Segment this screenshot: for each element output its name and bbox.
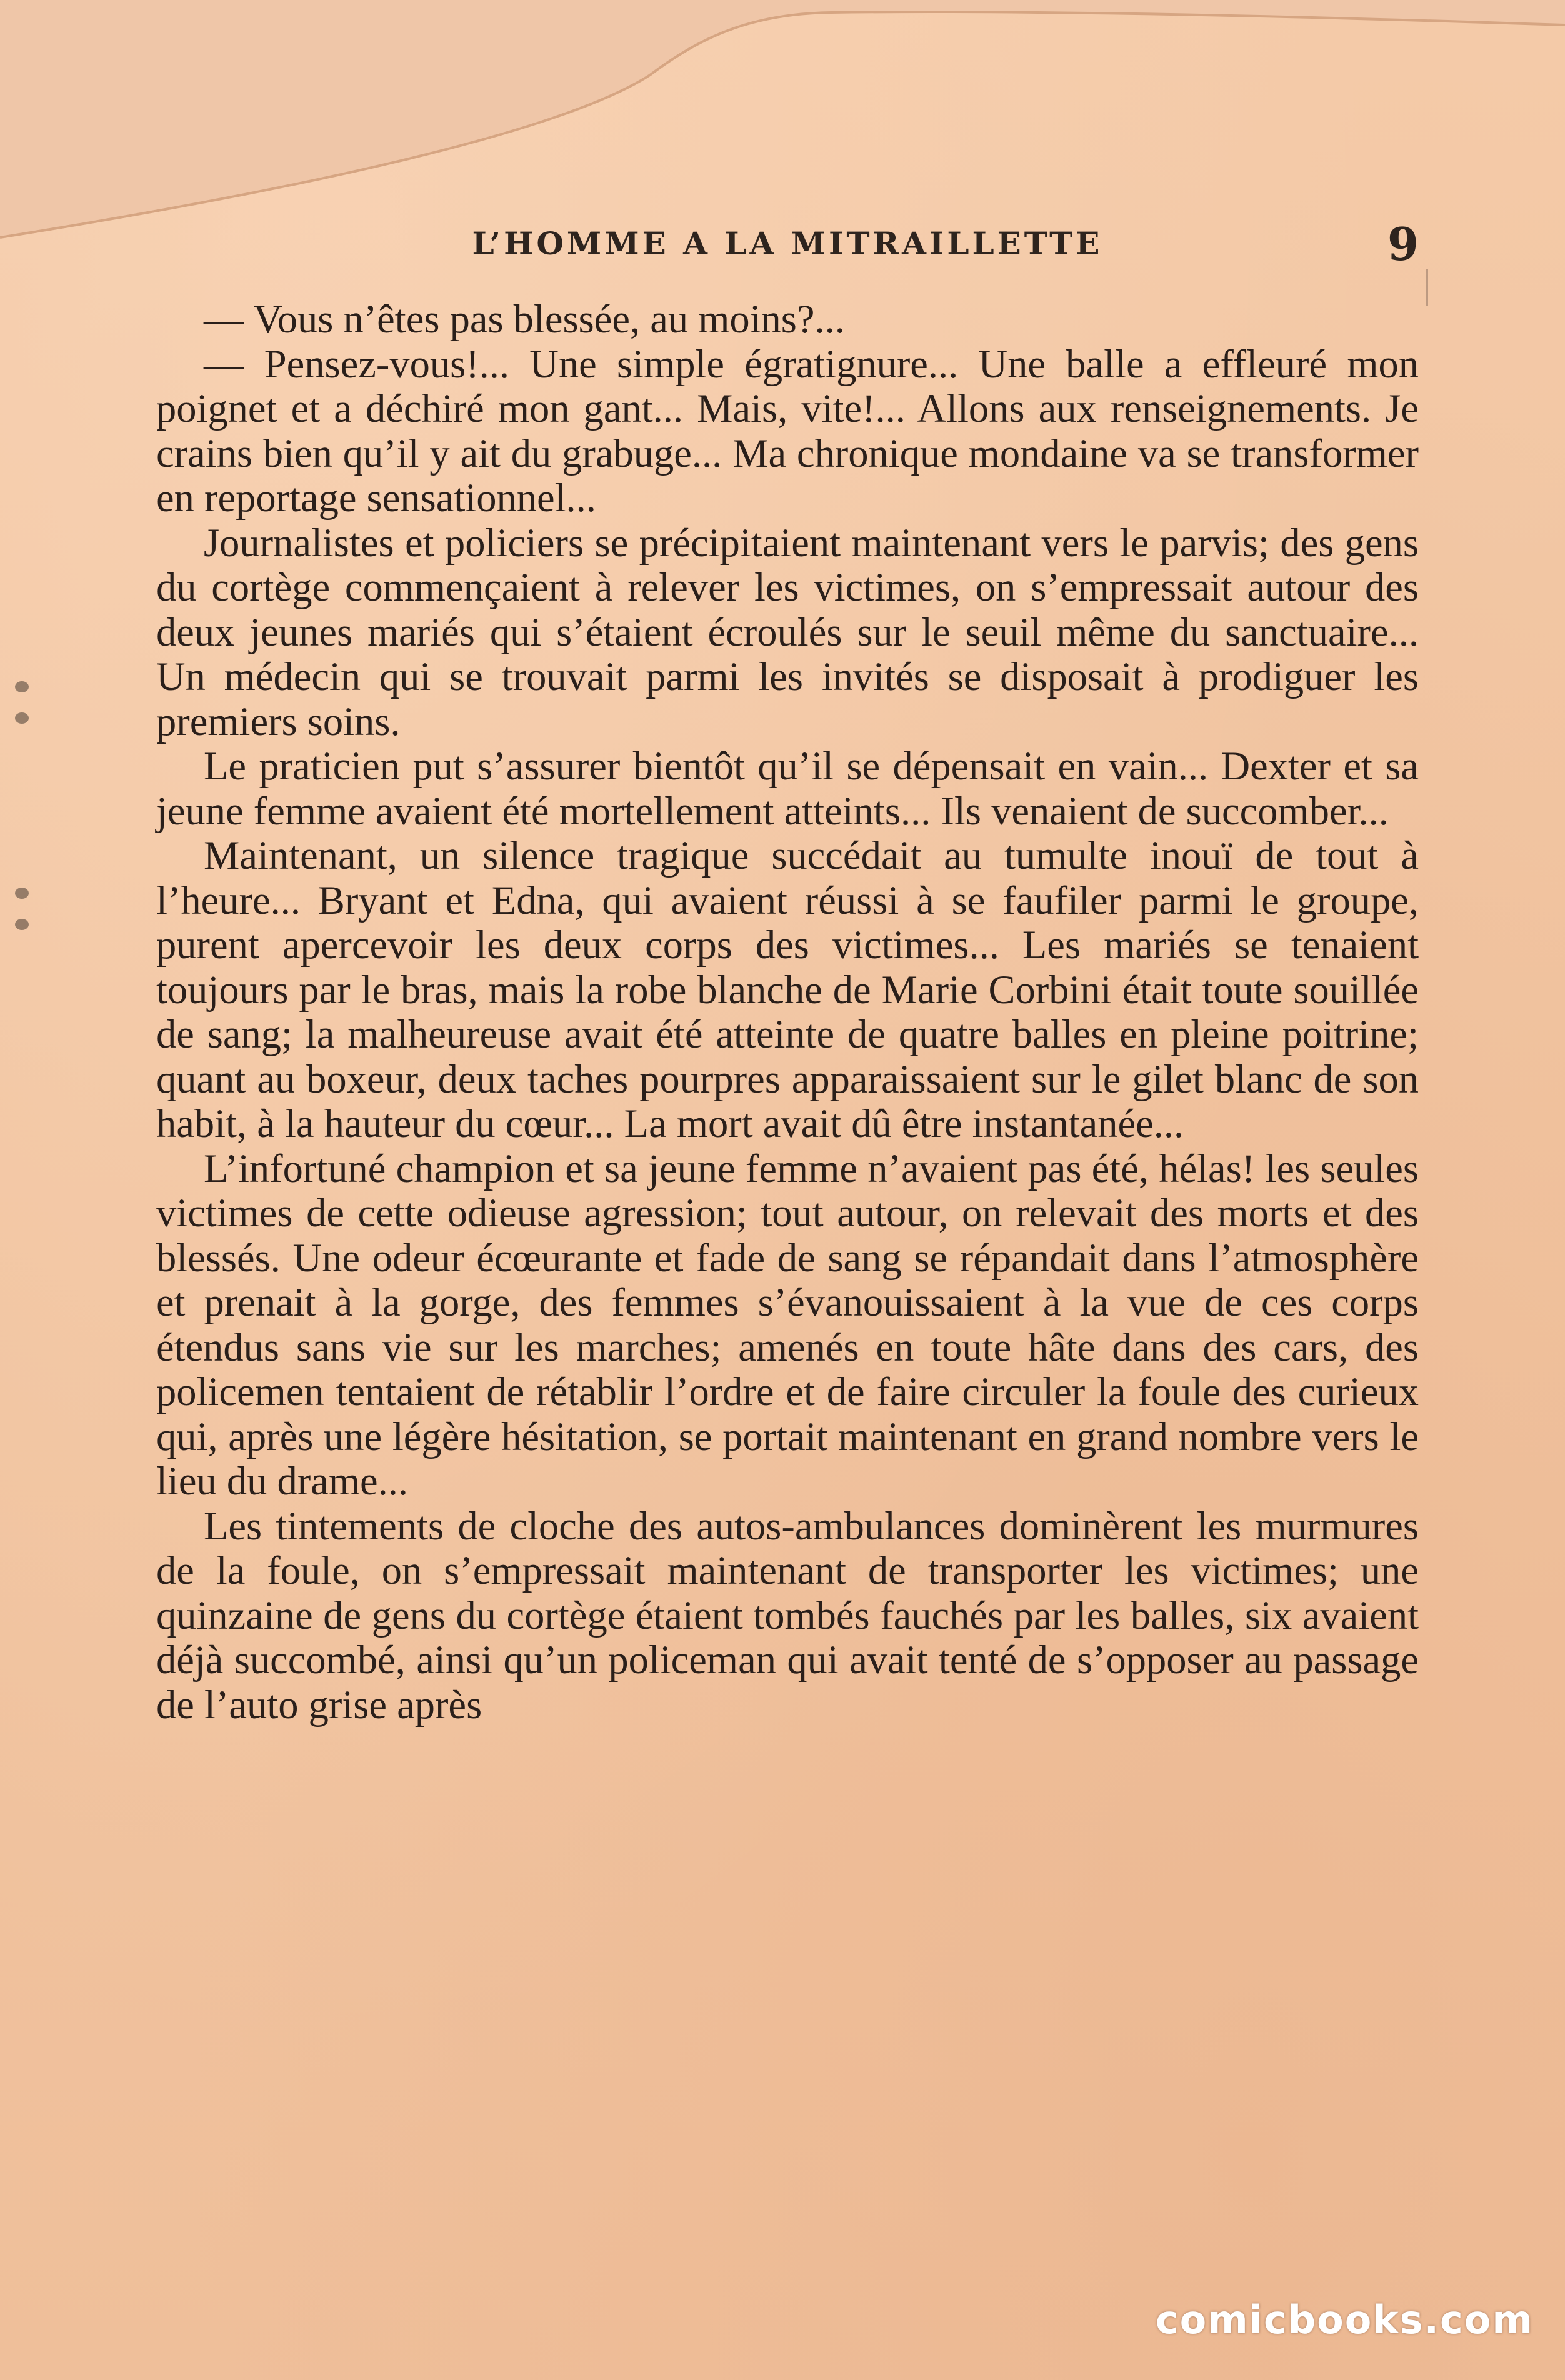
paragraph: — Pensez-vous!... Une simple égratignure... Une balle a effleuré mon poignet et a déchiré mon gant... Mais, vite!... Allons aux renseignements. Je crains bien qu’il y ait du grabuge... Ma chronique mondaine va se transformer en reportage sensationnel...: [156, 341, 1419, 520]
paragraph: Le praticien put s’assurer bientôt qu’il se dépensait en vain... Dexter et sa jeune femme avaient été mortellement atteints... Ils venaient de succomber...: [156, 744, 1419, 833]
paragraph: — Vous n’êtes pas blessée, au moins?...: [204, 297, 845, 341]
margin-speck: [15, 888, 29, 899]
body-text: [156, 297, 1419, 1727]
stain-mark: [1426, 269, 1428, 306]
margin-speck: [15, 919, 29, 930]
paragraph: Journalistes et policiers se précipitaient maintenant vers le parvis; des gens du cortège commençaient à relever les victimes, on s’empressait autour des deux jeunes mariés qui s’étaient écroulés sur le seuil même du sanctuaire... Un médecin qui se trouvait parmi les invités se disposait à prodiguer les premiers soins.: [156, 520, 1419, 744]
paragraph: Les tintements de cloche des autos-ambulances dominèrent les murmures de la foule, on s’empressait maintenant de transporter les victimes; une quinzaine de gens du cortège étaient tombés fauchés par les balles, six avaient déjà succombé, ainsi qu’un policeman qui avait tenté de s’opposer au passage de l’auto grise après: [156, 1503, 1419, 1727]
paragraph: Maintenant, un silence tragique succédait au tumulte inouï de tout à l’heure... Bryant et Edna, qui avaient réussi à se faufiler parmi le groupe, purent apercevoir les deux corps des victimes... Les mariés se tenaient toujours par le bras, mais la robe blanche de Marie Corbini était toute souillée de sang; la malheureuse avait été atteinte de quatre balles en pleine poitrine; quant au boxeur, deux taches pourpres apparaissaient sur le gilet blanc de son habit, à la hauteur du cœur... La mort avait dû être instantanée...: [156, 833, 1419, 1146]
torn-paper-edge: [0, 0, 1565, 262]
margin-speck: [15, 681, 29, 692]
page-number: 9: [1387, 218, 1419, 271]
margin-speck: [15, 712, 29, 724]
paragraph: L’infortuné champion et sa jeune femme n’avaient pas été, hélas! les seules victimes de cette odieuse agression; tout autour, on relevait des morts et des blessés. Une odeur écœurante et fade de sang se répandait dans l’atmosphère et prenait à la gorge, des femmes s’évanouissaient à la vue de ces corps étendus sans vie sur les marches; amenés en toute hâte dans des cars, des policemen tentaient de rétablir l’ordre et de faire circuler la foule des curieux qui, après une légère hésitation, se portait maintenant en grand nombre vers le lieu du drame...: [156, 1146, 1419, 1503]
site-watermark: comicbooks.com: [1155, 2297, 1534, 2342]
running-title: L’HOMME A LA MITRAILLETTE: [472, 225, 1103, 262]
page-header: [156, 218, 1419, 275]
